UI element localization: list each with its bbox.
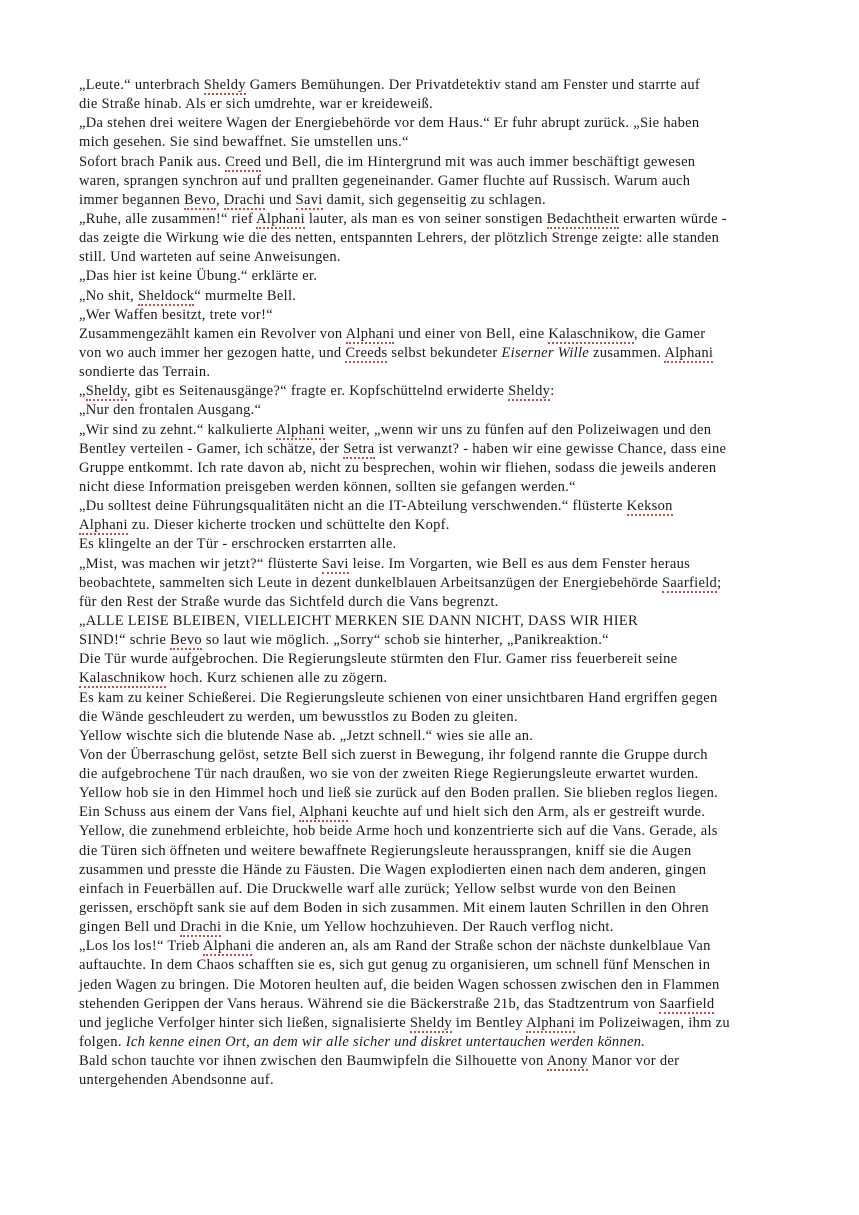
misspelled-word: Alphani xyxy=(202,938,252,955)
text-line xyxy=(79,689,791,708)
misspelled-word: Sheldy xyxy=(409,1014,452,1031)
text-run: nicht diese Information preisgeben werden können, sollten sie gefangen werden.“ xyxy=(79,478,576,495)
text-line xyxy=(79,459,791,478)
text-run: Gruppe entkommt. Ich rate davon ab, nicht zu besprechen, wohin wir fliehen, sodass die jeweils anderen xyxy=(79,459,717,476)
text-run: „ALLE LEISE BLEIBEN, VIELLEICHT MERKEN SIE DANN NICHT, DASS WIR HIER xyxy=(79,612,638,629)
italic-run: Eiserner Wille xyxy=(501,344,590,361)
text-run: und einer von Bell, eine xyxy=(394,325,549,342)
text-line xyxy=(79,746,791,765)
misspelled-word: Savi xyxy=(321,555,349,572)
text-run: ist verwanzt? - haben wir eine gewisse Chance, dass eine xyxy=(374,440,727,457)
misspelled-word: Bevo xyxy=(170,632,202,649)
text-run: SIND!“ schrie xyxy=(79,632,171,649)
text-line xyxy=(79,114,791,133)
text-line xyxy=(79,555,791,574)
misspelled-word: Alphani xyxy=(664,344,714,361)
text-run: im Polizeiwagen, ihm zu xyxy=(574,1014,730,1031)
text-line xyxy=(79,325,791,344)
text-run: „Leute.“ unterbrach xyxy=(79,77,204,93)
text-line xyxy=(79,478,791,497)
misspelled-word: Alphani xyxy=(526,1014,575,1031)
text-line xyxy=(79,918,791,937)
text-line xyxy=(79,516,791,535)
text-run: „Du solltest deine Führungsqualitäten nicht an die IT-Abteilung verschwenden.“ flüsterte xyxy=(79,498,627,515)
text-run: zu. Dieser kicherte trocken und schüttelte den Kopf. xyxy=(127,517,450,534)
text-run: zusammen und presste die Hände zu Fäusten. Die Wagen explodierten einen nach dem anderen, gingen xyxy=(79,861,707,878)
misspelled-word: Alphani xyxy=(298,804,348,821)
text-run: gingen Bell und xyxy=(79,919,181,936)
text-run: Gamers Bemühungen. Der Privatdetektiv stand am Fenster und starrte auf xyxy=(245,77,701,93)
text-run: und jegliche Verfolger hinter sich ließen, signalisierte xyxy=(79,1014,410,1031)
text-line xyxy=(79,1071,791,1090)
text-run: waren, sprangen synchron auf und prallten gegeneinander. Gamer fluchte auf Russisch. Warum auch xyxy=(79,172,691,189)
misspelled-word: Alphani xyxy=(79,517,128,534)
text-run: „Ruhe, alle zusammen!“ rief xyxy=(79,210,257,227)
misspelled-word: Sheldy xyxy=(85,383,127,400)
misspelled-word: Saarfield xyxy=(662,574,718,591)
text-line xyxy=(79,344,791,363)
text-line xyxy=(79,421,791,440)
text-run: „Wir sind zu zehnt.“ kalkulierte xyxy=(79,421,276,438)
text-line xyxy=(79,191,791,210)
text-run: zusammen. xyxy=(589,344,665,361)
text-run: Yellow wischte sich die blutende Nase ab. „Jetzt schnell.“ wies sie alle an. xyxy=(79,727,534,744)
text-run: , xyxy=(215,191,224,208)
text-run: Es kam zu keiner Schießerei. Die Regierungsleute schienen von einer unsichtbaren Hand ergriffen gegen xyxy=(79,689,718,706)
text-run: weiter, „wenn wir uns zu fünfen auf den Polizeiwagen und den xyxy=(324,421,712,438)
text-line xyxy=(79,803,791,822)
text-run: leise. Im Vorgarten, wie Bell es aus dem Fenster heraus xyxy=(348,555,691,572)
text-run: „Das hier ist keine Übung.“ erklärte er. xyxy=(79,268,318,285)
text-line xyxy=(79,95,791,114)
misspelled-word: Saarfield xyxy=(659,995,715,1012)
misspelled-word: Creeds xyxy=(345,344,388,361)
text-run: die Wände geschleudert zu werden, um bewusstlos zu Boden zu gleiten. xyxy=(79,708,518,725)
misspelled-word: Kekson xyxy=(626,498,673,515)
text-run: erwarten würde - xyxy=(619,210,727,227)
text-line xyxy=(79,574,791,593)
text-line xyxy=(79,708,791,727)
text-run: die aufgebrochene Tür nach draußen, wo sie von der zweiten Riege Regierungsleute erwartet wurden. xyxy=(79,766,699,783)
text-run: so laut wie möglich. „Sorry“ schob sie hinterher, „Panikreaktion.“ xyxy=(201,632,609,649)
text-run: jeden Wagen zu bringen. Die Motoren heulten auf, die beiden Wagen schossen zwischen den in Flammen xyxy=(79,976,720,993)
text-run: still. Und warteten auf seine Anweisungen. xyxy=(79,249,341,266)
text-run: das zeigte die Wirkung wie die des netten, entspannten Lehrers, der plötzlich Strenge zeigte: alle standen xyxy=(79,230,720,247)
text-line xyxy=(79,1014,791,1033)
text-run: Bentley verteilen - Gamer, ich schätze, der xyxy=(79,440,344,457)
text-run: „Da stehen drei weitere Wagen der Energiebehörde vor dem Haus.“ Er fuhr abrupt zurück. „Sie haben xyxy=(79,115,700,132)
misspelled-word: Kalaschnikow xyxy=(79,670,166,687)
misspelled-word: Alphani xyxy=(256,210,305,227)
text-line xyxy=(79,1033,791,1052)
text-run: selbst bekundeter xyxy=(387,344,502,361)
text-run: sondierte das Terrain. xyxy=(79,364,211,381)
text-run: lauter, als man es von seiner sonstigen xyxy=(304,210,547,227)
text-line xyxy=(79,382,791,401)
text-run: und xyxy=(265,191,296,208)
text-run: „No shit, xyxy=(79,287,138,304)
text-run: „Wer Waffen besitzt, trete vor!“ xyxy=(79,306,273,323)
text-run: Die Tür wurde aufgebrochen. Die Regierungsleute stürmten den Flur. Gamer riss feuerbereit seine xyxy=(79,651,678,668)
text-run: für den Rest der Straße wurde das Sichtfeld durch die Vans begrenzt. xyxy=(79,593,499,610)
text-line xyxy=(79,76,791,95)
text-line xyxy=(79,995,791,1014)
text-line xyxy=(79,822,791,841)
text-run: ; xyxy=(717,574,722,591)
text-run: im Bentley xyxy=(452,1014,527,1031)
text-run: Von der Überraschung gelöst, setzte Bell sich zuerst in Bewegung, ihr folgend rannte die Gruppe durch xyxy=(79,746,708,763)
text-line xyxy=(79,669,791,688)
text-line xyxy=(79,248,791,267)
text-run: folgen. xyxy=(79,1034,126,1051)
text-run: gerissen, erschöpft sank sie auf dem Boden in sich zusammen. Mit einem lauten Schrillen in den Ohren xyxy=(79,900,709,917)
text-line xyxy=(79,267,791,286)
text-run: damit, sich gegenseitig zu schlagen. xyxy=(322,191,546,208)
text-run: „Mist, was machen wir jetzt?“ flüsterte xyxy=(79,555,322,572)
text-run: Yellow hob sie in den Himmel hoch und ließ sie zurück auf den Boden prallen. Sie blieben reglos liegen. xyxy=(79,785,719,802)
text-run: „ xyxy=(79,383,86,400)
text-run: , die Gamer xyxy=(634,325,706,342)
text-run: Sofort brach Panik aus. xyxy=(79,153,226,170)
text-run: und Bell, die im Hintergrund mit was auch immer beschäftigt gewesen xyxy=(261,153,696,170)
misspelled-word: Sheldock xyxy=(137,287,195,304)
text-line xyxy=(79,210,791,229)
text-run: in die Knie, um Yellow hochzuhieven. Der Rauch verflog nicht. xyxy=(221,919,614,936)
text-line xyxy=(79,956,791,975)
text-run: keuchte auf und hielt sich den Arm, als er gestreift wurde. xyxy=(347,804,706,821)
text-block xyxy=(79,76,791,1090)
text-line xyxy=(79,899,791,918)
text-run: die anderen an, als am Rand der Straße schon der nächste dunkelblaue Van xyxy=(251,938,711,955)
text-line xyxy=(79,229,791,248)
text-run: immer begannen xyxy=(79,191,185,208)
misspelled-word: Savi xyxy=(295,191,323,208)
text-line xyxy=(79,287,791,306)
text-run: Zusammengezählt kamen ein Revolver von xyxy=(79,325,346,342)
misspelled-word: Creed xyxy=(225,153,262,170)
text-line xyxy=(79,440,791,459)
misspelled-word: Sheldy xyxy=(203,77,246,93)
misspelled-word: Anony xyxy=(546,1053,588,1070)
misspelled-word: Alphani xyxy=(275,421,325,438)
text-run: hoch. Kurz schienen alle zu zögern. xyxy=(165,670,388,687)
text-line xyxy=(79,631,791,650)
text-run: stehenden Gerippen der Vans heraus. Während sie die Bäckerstraße 21b, das Stadtzentrum von xyxy=(79,995,660,1012)
text-line xyxy=(79,535,791,554)
text-line xyxy=(79,306,791,325)
text-line xyxy=(79,401,791,420)
misspelled-word: Setra xyxy=(343,440,375,457)
text-run: Yellow, die zunehmend erbleichte, hob beide Arme hoch und konzentrierte sich auf die Vans. Gerade, als xyxy=(79,823,718,840)
text-run: einfach in Feuerbällen auf. Die Druckwelle warf alle zurück; Yellow selbst wurde von den Beinen xyxy=(79,880,677,897)
misspelled-word: Alphani xyxy=(345,325,395,342)
text-line xyxy=(79,497,791,516)
text-run: „Los los los!“ Trieb xyxy=(79,938,203,955)
text-line xyxy=(79,153,791,172)
text-run: Manor vor der xyxy=(587,1053,680,1070)
text-line xyxy=(79,937,791,956)
text-run: „Nur den frontalen Ausgang.“ xyxy=(79,402,262,419)
misspelled-word: Bevo xyxy=(184,191,216,208)
italic-run: Ich kenne einen Ort, an dem wir alle sicher und diskret untertauchen werden können. xyxy=(125,1034,646,1051)
text-line xyxy=(79,976,791,995)
text-run: mich gesehen. Sie sind bewaffnet. Sie umstellen uns.“ xyxy=(79,134,409,151)
text-line xyxy=(79,861,791,880)
text-run: von wo auch immer her gezogen hatte, und xyxy=(79,344,346,361)
text-line xyxy=(79,727,791,746)
text-run: : xyxy=(550,383,555,400)
text-line xyxy=(79,650,791,669)
text-line xyxy=(79,133,791,152)
text-run: auftauchte. In dem Chaos schafften sie es, sich gut genug zu organisieren, um schnell fünf Menschen in xyxy=(79,957,711,974)
misspelled-word: Sheldy xyxy=(508,383,551,400)
text-run: beobachtete, sammelten sich Leute in dezent dunkelblauen Arbeitsanzügen der Energiebehörde xyxy=(79,574,663,591)
text-run: Bald schon tauchte vor ihnen zwischen den Baumwipfeln die Silhouette von xyxy=(79,1053,547,1070)
text-run: Es klingelte an der Tür - erschrocken erstarrten alle. xyxy=(79,536,397,553)
text-run: , gibt es Seitenausgänge?“ fragte er. Kopfschüttelnd erwiderte xyxy=(126,383,509,400)
text-line xyxy=(79,765,791,784)
text-line xyxy=(79,612,791,631)
text-run: “ murmelte Bell. xyxy=(194,287,297,304)
text-line xyxy=(79,363,791,382)
text-run: die Türen sich öffneten und weitere bewaffnete Regierungsleute heraussprangen, kniff sie die Augen xyxy=(79,842,692,859)
text-line xyxy=(79,172,791,191)
misspelled-word: Kalaschnikow xyxy=(548,325,634,342)
misspelled-word: Bedachtheit xyxy=(546,210,620,227)
text-line xyxy=(79,842,791,861)
text-line xyxy=(79,784,791,803)
text-line xyxy=(79,880,791,899)
text-run: untergehenden Abendsonne auf. xyxy=(79,1072,274,1089)
misspelled-word: Drachi xyxy=(223,191,266,208)
text-line xyxy=(79,593,791,612)
text-run: die Straße hinab. Als er sich umdrehte, war er kreideweiß. xyxy=(79,96,434,113)
text-run: Ein Schuss aus einem der Vans fiel, xyxy=(79,804,299,821)
text-line xyxy=(79,1052,791,1071)
misspelled-word: Drachi xyxy=(180,919,222,936)
